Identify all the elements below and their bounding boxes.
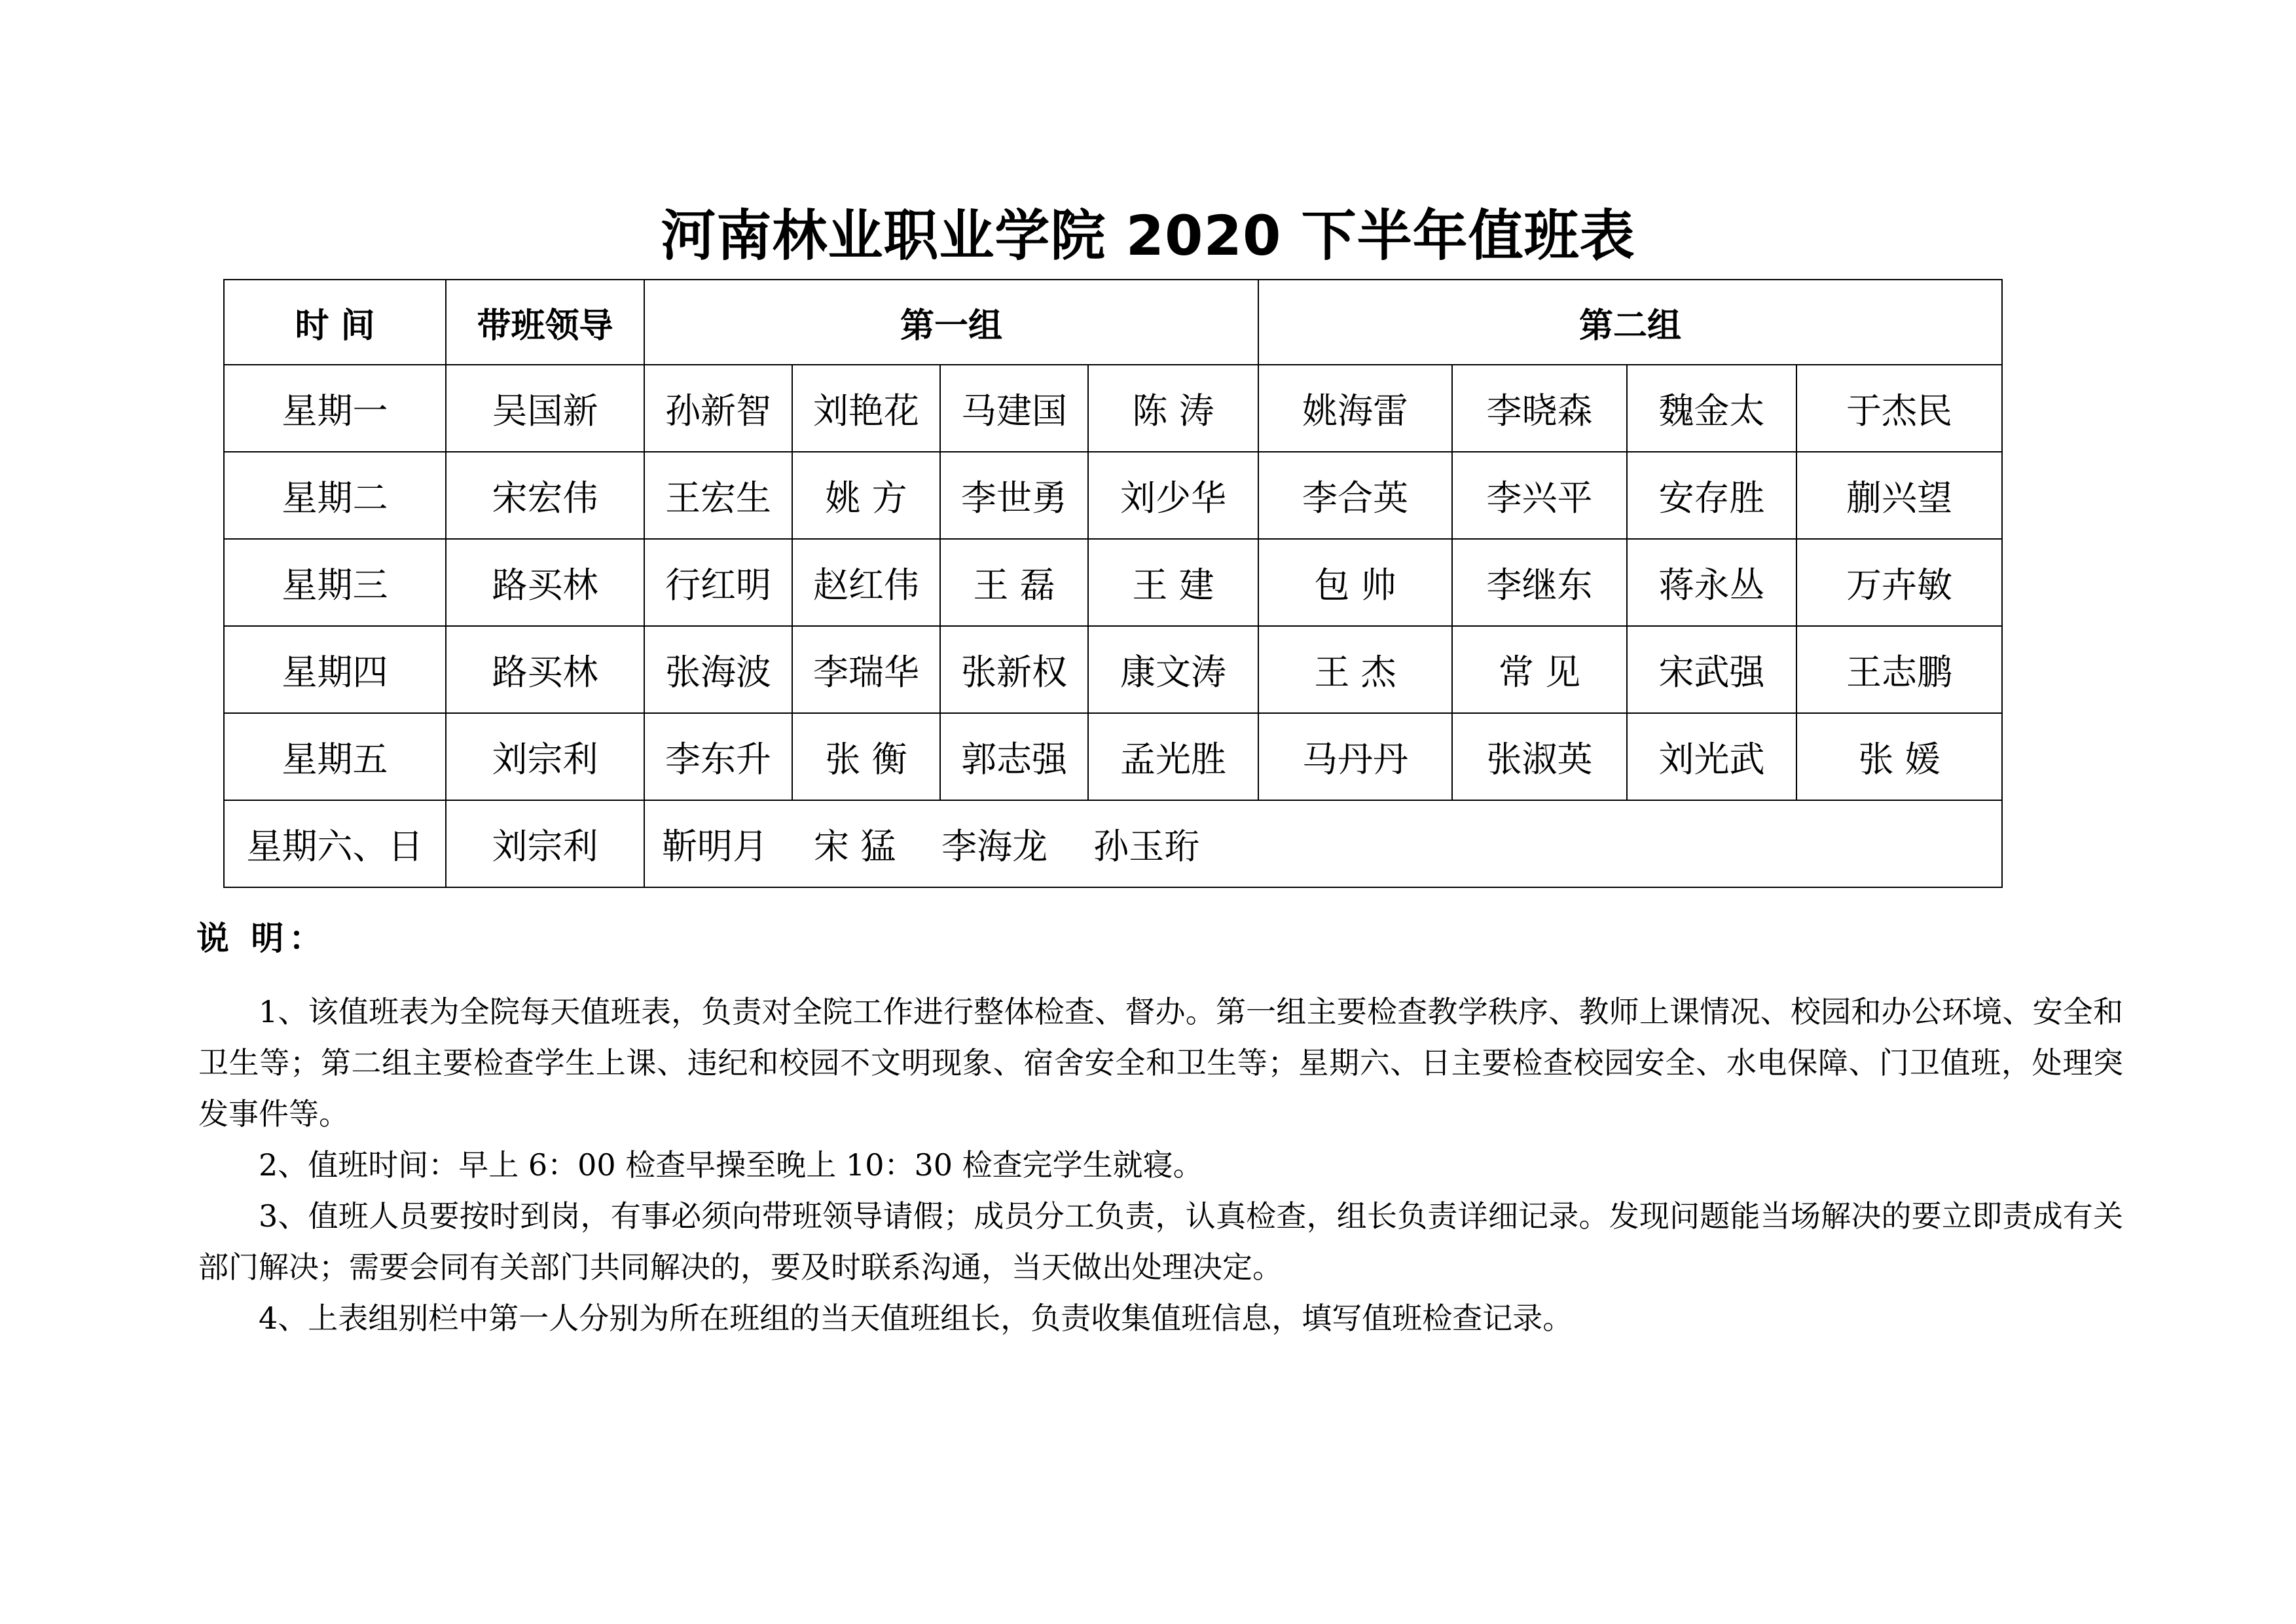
group-1-member-cell: 王 磊 (940, 539, 1088, 626)
table-row (224, 713, 2002, 800)
group-2-member-cell: 姚海雷 (1258, 365, 1452, 452)
table-row (224, 365, 2002, 452)
group-1-member-cell: 王宏生 (644, 452, 792, 539)
group-2-member-cell: 马丹丹 (1258, 713, 1452, 800)
group-2-member-cell: 常 见 (1452, 626, 1627, 713)
group-1-member-cell: 李世勇 (940, 452, 1088, 539)
group-2-member-cell: 李晓森 (1452, 365, 1627, 452)
group-1-member-cell: 刘艳花 (792, 365, 940, 452)
group-2-member-cell: 李兴平 (1452, 452, 1627, 539)
notes-section (198, 986, 2123, 1344)
note-item: 4、上表组别栏中第一人分别为所在班组的当天值班组长，负责收集值班信息，填写值班检查记录。 (259, 1301, 1573, 1336)
header-leader: 带班领导 (446, 280, 644, 365)
leader-cell: 刘宗利 (446, 800, 644, 887)
group-2-member-cell: 李继东 (1452, 539, 1627, 626)
group-1-member-cell: 王 建 (1088, 539, 1258, 626)
group-1-member-cell: 赵红伟 (792, 539, 940, 626)
table-row (224, 452, 2002, 539)
group-2-member-cell: 王志鹏 (1796, 626, 2002, 713)
group-1-member-cell: 郭志强 (940, 713, 1088, 800)
group-2-member-cell: 宋武强 (1627, 626, 1796, 713)
group-2-member-cell: 蒯兴望 (1796, 452, 2002, 539)
group-2-member-cell: 张淑英 (1452, 713, 1627, 800)
table-row (224, 539, 2002, 626)
leader-cell: 吴国新 (446, 365, 644, 452)
duty-schedule-table (223, 279, 2003, 888)
note-item: 1、该值班表为全院每天值班表，负责对全院工作进行整体检查、督办。第一组主要检查教学秩序、教师上课情况、校园和办公环境、安全和卫生等；第二组主要检查学生上课、违纪和校园不文明现象、宿舍安全和卫生等；星期六、日主要检查校园安全、水电保障、门卫值班，处理突发事件等。 (198, 994, 2123, 1132)
group-1-member-cell: 康文涛 (1088, 626, 1258, 713)
weekday-rows (224, 365, 2002, 800)
notes-heading: 说 明： (196, 919, 327, 957)
leader-cell: 路买林 (446, 539, 644, 626)
group-1-member-cell: 刘少华 (1088, 452, 1258, 539)
group-2-member-cell: 王 杰 (1258, 626, 1452, 713)
duty-member: 靳明月 (662, 826, 768, 867)
day-cell: 星期五 (224, 713, 446, 800)
page-title: 河南林业职业学院 2020 下半年值班表 (661, 204, 1635, 268)
group-1-member-cell: 孙新智 (644, 365, 792, 452)
table-row-weekend (224, 800, 2002, 887)
day-cell: 星期一 (224, 365, 446, 452)
group-1-member-cell: 行红明 (644, 539, 792, 626)
leader-cell: 路买林 (446, 626, 644, 713)
group-2-member-cell: 包 帅 (1258, 539, 1452, 626)
leader-cell: 刘宗利 (446, 713, 644, 800)
group-1-member-cell: 李东升 (644, 713, 792, 800)
weekend-duty-names (644, 800, 2002, 887)
header-time: 时 间 (224, 280, 446, 365)
group-2-member-cell: 刘光武 (1627, 713, 1796, 800)
group-1-member-cell: 姚 方 (792, 452, 940, 539)
group-1-member-cell: 孟光胜 (1088, 713, 1258, 800)
group-1-member-cell: 李瑞华 (792, 626, 940, 713)
group-2-member-cell: 张 媛 (1796, 713, 2002, 800)
group-2-member-cell: 安存胜 (1627, 452, 1796, 539)
group-2-member-cell: 魏金太 (1627, 365, 1796, 452)
group-1-member-cell: 马建国 (940, 365, 1088, 452)
group-2-member-cell: 万卉敏 (1796, 539, 2002, 626)
header-group-2: 第二组 (1258, 280, 2002, 365)
header-group-1: 第一组 (644, 280, 1258, 365)
note-item: 3、值班人员要按时到岗，有事必须向带班领导请假；成员分工负责，认真检查，组长负责详细记录。发现问题能当场解决的要立即责成有关部门解决；需要会同有关部门共同解决的，要及时联系沟通，当天做出处理决定。 (198, 1198, 2123, 1285)
day-cell: 星期三 (224, 539, 446, 626)
group-2-member-cell: 蒋永丛 (1627, 539, 1796, 626)
group-2-member-cell: 李合英 (1258, 452, 1452, 539)
day-cell: 星期六、日 (224, 800, 446, 887)
group-1-member-cell: 张海波 (644, 626, 792, 713)
leader-cell: 宋宏伟 (446, 452, 644, 539)
day-cell: 星期二 (224, 452, 446, 539)
table-row (224, 626, 2002, 713)
group-1-member-cell: 张 衡 (792, 713, 940, 800)
day-cell: 星期四 (224, 626, 446, 713)
duty-member: 李海龙 (941, 826, 1048, 867)
group-1-member-cell: 陈 涛 (1088, 365, 1258, 452)
duty-member: 宋 猛 (814, 826, 896, 867)
group-1-member-cell: 张新权 (940, 626, 1088, 713)
duty-member: 孙玉珩 (1093, 826, 1200, 867)
group-2-member-cell: 于杰民 (1796, 365, 2002, 452)
note-item: 2、值班时间：早上 6：00 检查早操至晚上 10：30 检查完学生就寝。 (259, 1147, 1203, 1183)
table-header-row (224, 280, 2002, 365)
